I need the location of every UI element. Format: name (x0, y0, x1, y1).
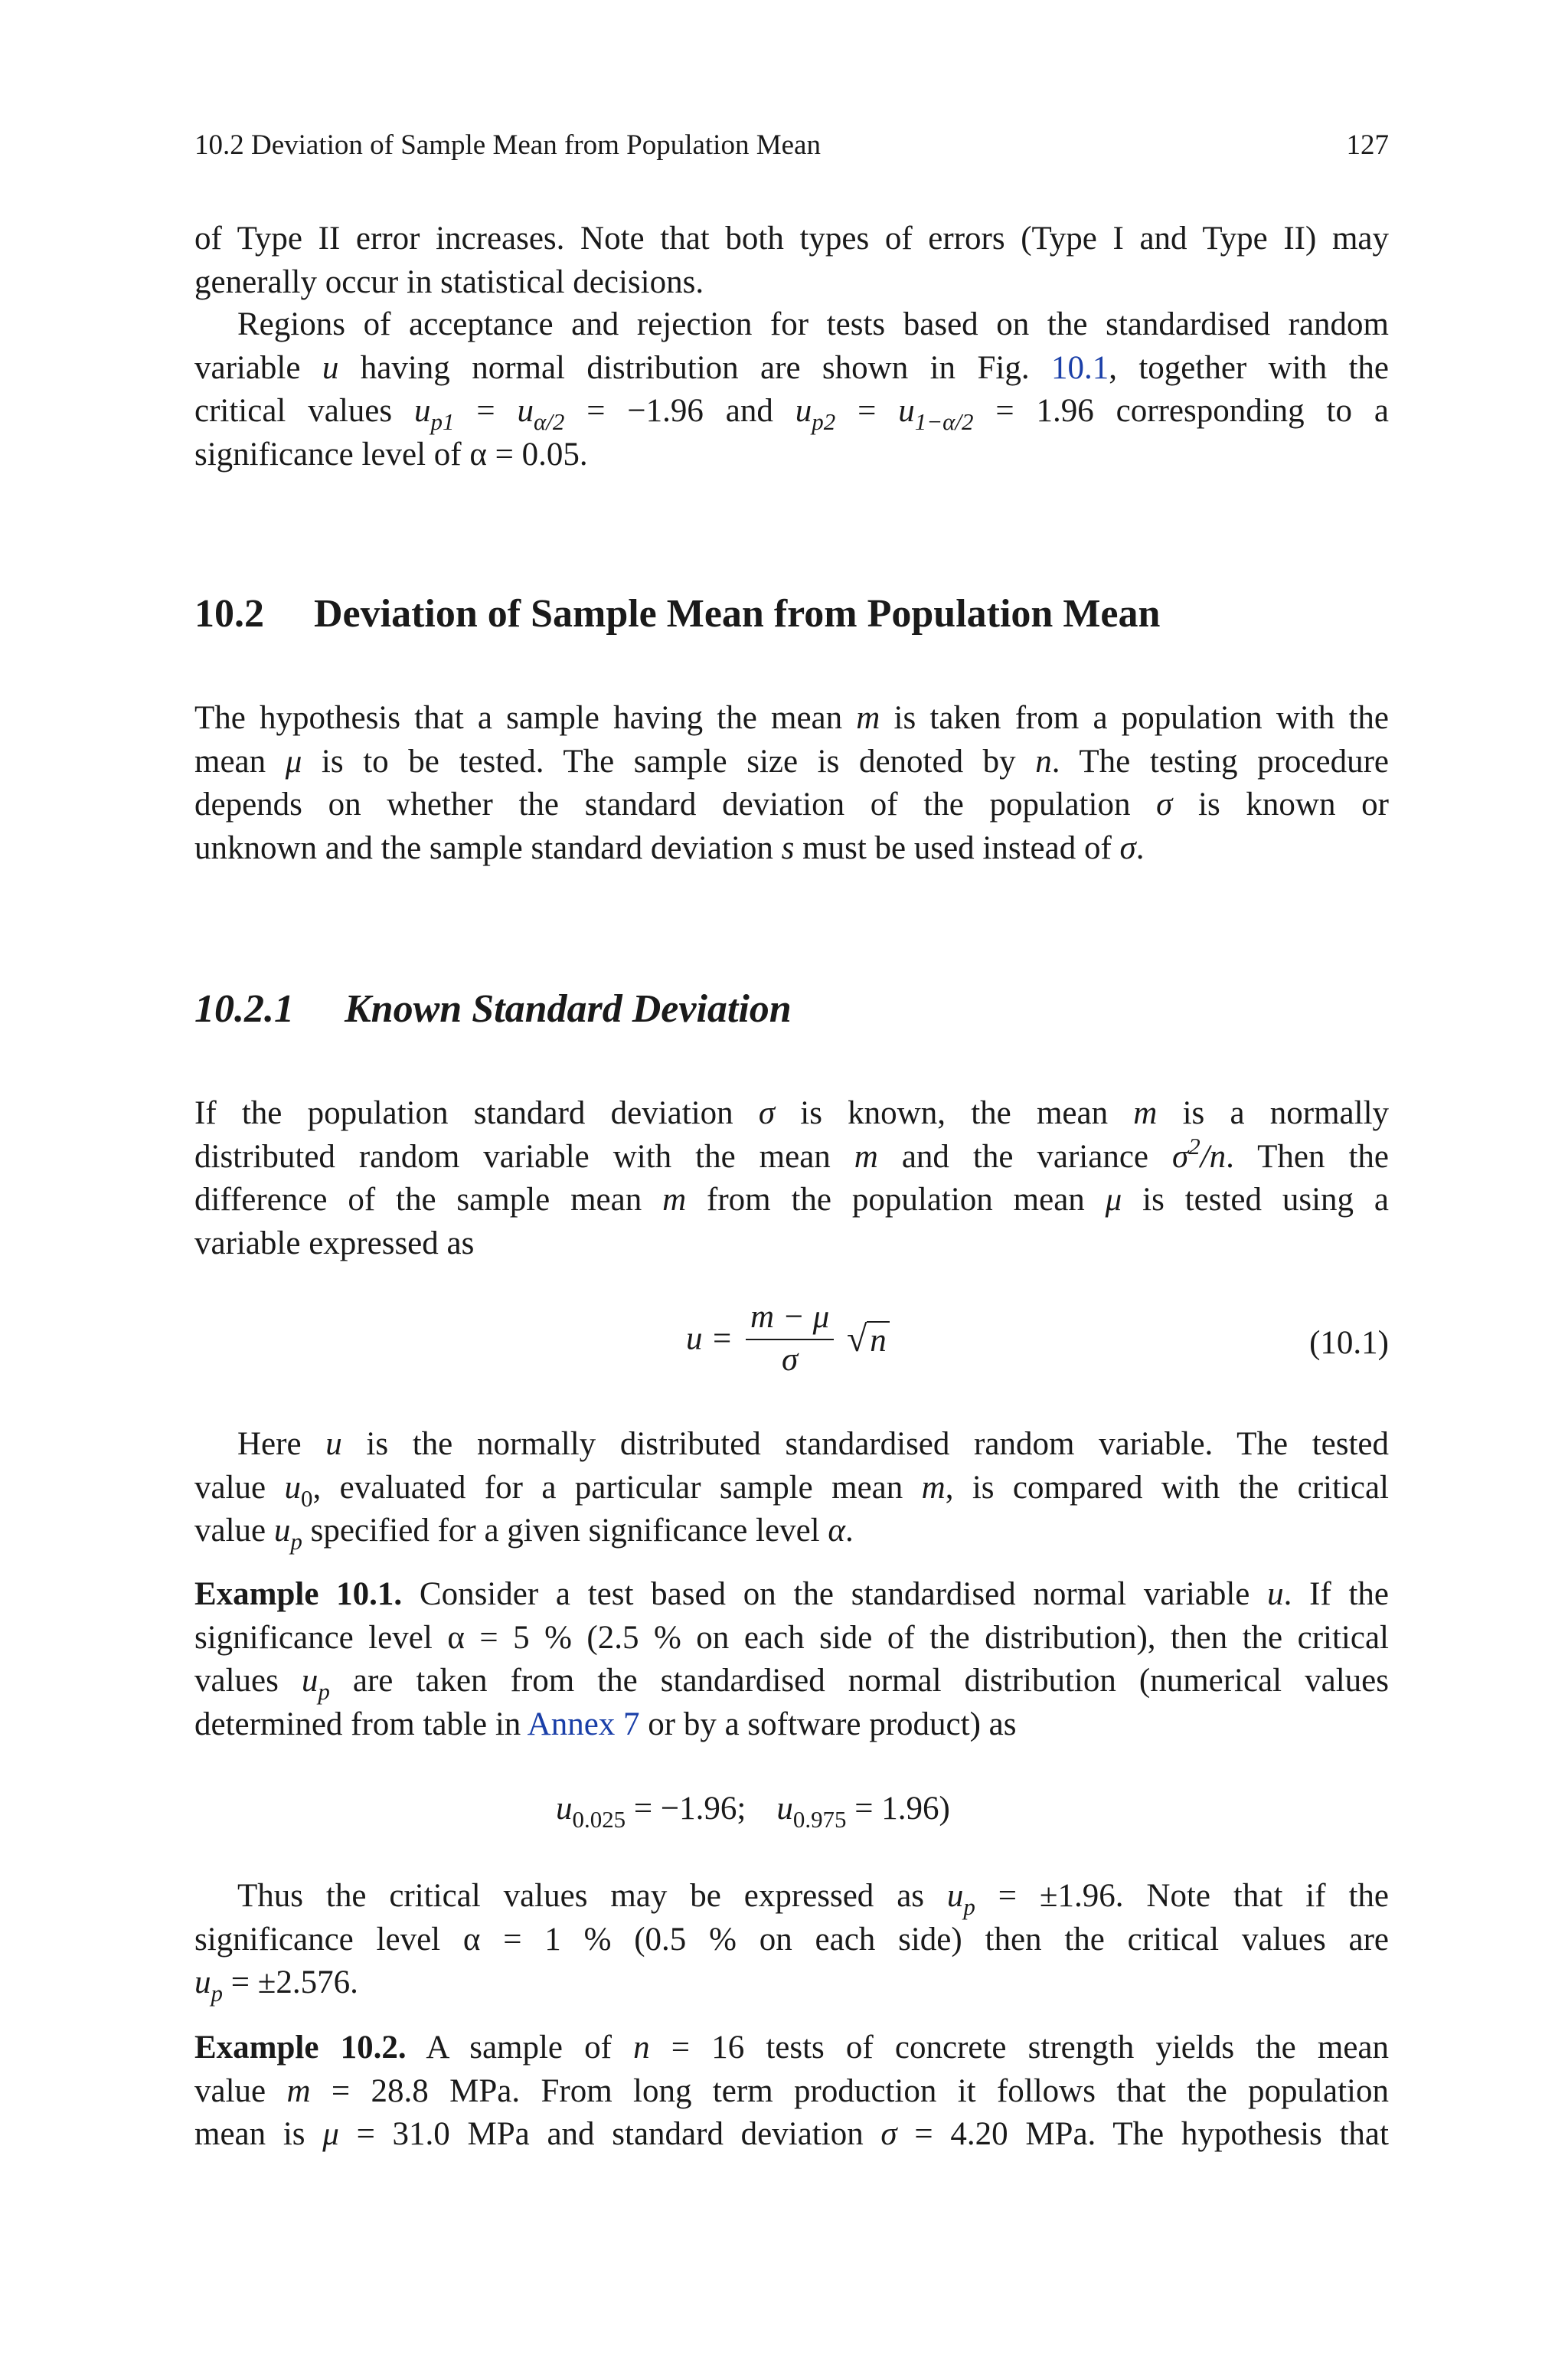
paragraph-hypothesis (194, 697, 1389, 870)
figure-link[interactable]: 10.1 (1050, 349, 1109, 386)
text-line: Regions of acceptance and rejection for tests based on the standardised random (237, 306, 1389, 342)
text-line: value m = 28.8 MPa. From long term production it follows that the population (194, 2072, 1389, 2109)
example-label: Example 10.2. (194, 2030, 407, 2066)
equation-10-1 (194, 1297, 1389, 1389)
text-line: The hypothesis that a sample having the mean m is taken from a population with the (194, 700, 1390, 736)
text-line: mean is μ = 31.0 MPa and standard deviation σ = 4.20 MPa. The hypothesis that (194, 2116, 1389, 2152)
paragraph-critical-values (194, 1875, 1389, 2005)
text-line: significance level α = 5 % (2.5 % on each side of the distribution), then the critical (194, 1619, 1389, 1656)
text-line: Example 10.2. A sample of n = 16 tests of concrete strength yields the mean (194, 2030, 1389, 2066)
example-10-2 (194, 2026, 1389, 2157)
text-line: mean μ is to be tested. The sample size is denoted by n. The testing procedure (194, 743, 1389, 780)
equation-number: (10.1) (1309, 1325, 1389, 1361)
text-line: generally occur in statistical decisions. (194, 263, 704, 300)
fraction-numerator: m − μ (746, 1297, 834, 1340)
text-line: of Type II error increases. Note that both types of errors (Type I and Type II) may (194, 221, 1389, 257)
equation-body (686, 1297, 890, 1380)
equation-critical-values (194, 1788, 1389, 1833)
text-line: values $u_p$ are taken from the standardised normal distribution (numerical values (194, 1663, 1389, 1705)
paragraph-regions-acceptance (194, 303, 1389, 476)
page-number: 127 (1346, 129, 1389, 161)
text-line: value $u_p$ specified for a given significance level α. (194, 1513, 854, 1555)
paragraph-type-ii-error (194, 218, 1389, 304)
text-line: determined from table in Annex 7 or by a software product) as (194, 1706, 1017, 1742)
section-title: Deviation of Sample Mean from Population Mean (314, 592, 1161, 636)
square-root: √n (847, 1318, 890, 1360)
text-line: Here u is the normally distributed standardised random variable. The tested (237, 1426, 1390, 1462)
section-heading (194, 590, 1160, 639)
running-head-title: 10.2 Deviation of Sample Mean from Population Mean (194, 129, 821, 161)
text-line: $u_p = \pm 2.576$. (194, 1964, 358, 2007)
text-line: If the population standard deviation σ is known, the mean m is a normally (194, 1095, 1390, 1131)
text-line: distributed random variable with the mean m and the variance $\sigma^2/n$. Then the (194, 1132, 1390, 1175)
text-line: depends on whether the standard deviation of the population σ is known or (194, 787, 1389, 823)
example-10-1 (194, 1573, 1389, 1746)
text-line: variable u having normal distribution are shown in Fig. 10.1, together with the (194, 349, 1389, 386)
running-head (194, 129, 1389, 162)
text-line: value $u_0$, evaluated for a particular sample mean m, is compared with the critical (194, 1469, 1389, 1512)
text-line: Thus the critical values may be expressed as $u_p = \pm 1.96$. Note that if the (237, 1878, 1389, 1920)
example-label: Example 10.1. (194, 1576, 403, 1612)
paragraph-known-sd (194, 1092, 1389, 1265)
text-line: Example 10.1. Consider a test based on the standardised normal variable u. If the (194, 1576, 1389, 1612)
fraction-denominator: σ (782, 1342, 799, 1378)
section-number: 10.2 (194, 592, 264, 636)
text-line: difference of the sample mean m from the population mean μ is tested using a (194, 1182, 1389, 1218)
sqrt-argument: n (867, 1321, 890, 1359)
text-line: critical values $u_{p1} = u_{\alpha/2} = -1.96$ and $u_{p2} = u_{1-\alpha/2} = 1.96$ corresponding to a (194, 393, 1389, 435)
text-line: significance level α = 1 % (0.5 % on each side) then the critical values are (194, 1921, 1389, 1958)
paragraph-tested-value (194, 1423, 1389, 1553)
fraction (746, 1297, 834, 1380)
equation-body: $u_{0.025} = -1.96$; $u_{0.975} = 1.96$) (556, 1791, 950, 1833)
subsection-number: 10.2.1 (194, 987, 294, 1031)
text-line: variable expressed as (194, 1225, 475, 1261)
equation-lhs: u = (686, 1320, 733, 1357)
text-line: significance level of α = 0.05. (194, 436, 588, 473)
subsection-heading (194, 985, 792, 1034)
subsection-title: Known Standard Deviation (345, 987, 792, 1031)
annex-link[interactable]: Annex 7 (527, 1706, 640, 1742)
text-line: unknown and the sample standard deviation s must be used instead of σ. (194, 829, 1145, 866)
